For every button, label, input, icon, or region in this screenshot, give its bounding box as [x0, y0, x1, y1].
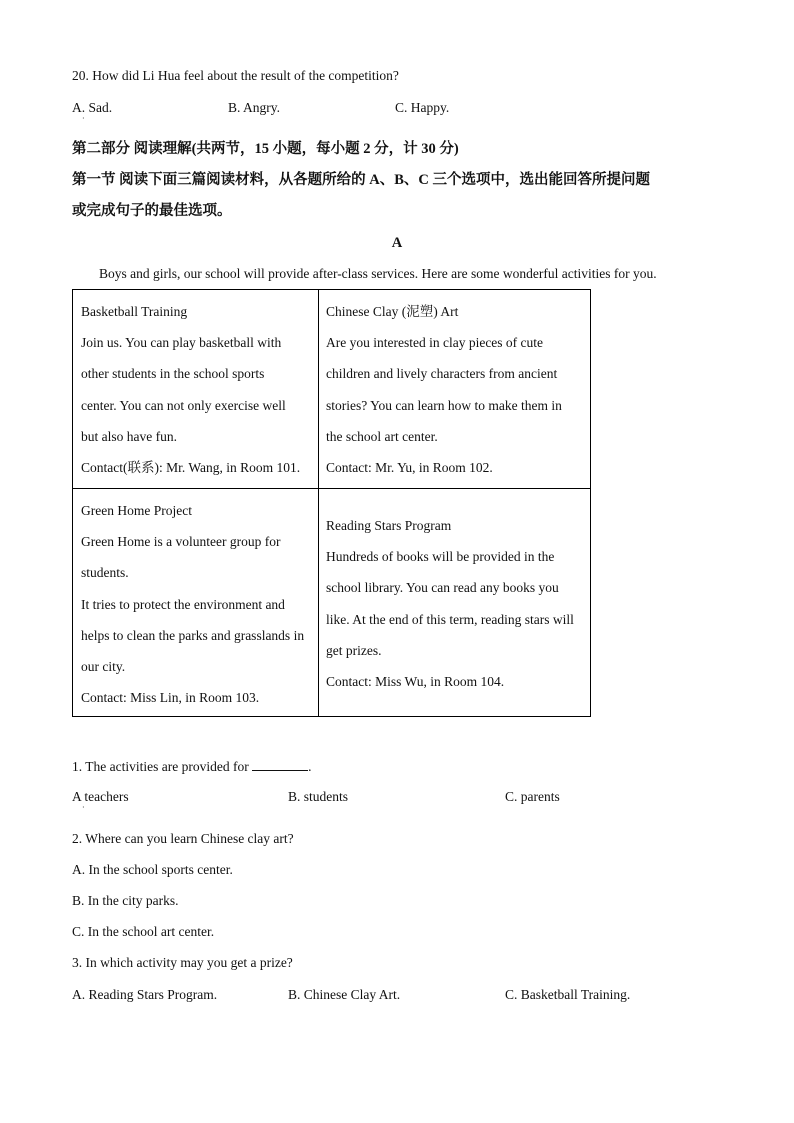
passage-label: A	[391, 235, 403, 251]
option-dot-mark: ·	[82, 803, 85, 812]
q1-option-a: A teachers	[72, 789, 129, 804]
q20-stem: 20. How did Li Hua feel about the result of the competition?	[72, 68, 399, 83]
table-cell-green-home	[81, 495, 311, 713]
cell-contact: Contact: Miss Lin, in Room 103.	[81, 690, 260, 706]
table-cell-basketball	[81, 296, 311, 483]
part-title: 第二部分 阅读理解(共两节，15 小题，每小题 2 分，计 30 分)	[72, 141, 459, 157]
activities-table	[72, 289, 591, 717]
q1-stem-end: .	[308, 759, 312, 774]
q2-option-c: C. In the school art center.	[72, 924, 215, 939]
cell-title: Chinese Clay (泥塑) Art	[326, 304, 459, 319]
q1-stem: 1. The activities are provided for	[72, 759, 249, 774]
cell-line: like. At the end of this term, reading stars will	[326, 611, 574, 627]
cell-line: Hundreds of books will be provided in the	[326, 549, 555, 565]
cell-line: but also have fun.	[81, 428, 177, 444]
cell-line: children and lively characters from ancient	[326, 366, 558, 382]
answer-blank	[252, 758, 308, 771]
q1-option-c: C. parents	[505, 789, 560, 804]
cell-line: It tries to protect the environment and	[81, 596, 285, 612]
q2-option-b: B. In the city parks.	[72, 893, 179, 908]
cell-line: Green Home is a volunteer group for	[81, 534, 281, 550]
q3-stem: 3. In which activity may you get a prize?	[72, 955, 293, 970]
cell-line: center. You can not only exercise well	[81, 397, 286, 413]
cell-line: other students in the school sports	[81, 366, 265, 382]
table-divider-horizontal	[73, 488, 590, 489]
cell-line: students.	[81, 565, 129, 581]
cell-line: stories? You can learn how to make them in	[326, 397, 562, 413]
cell-line: Are you interested in clay pieces of cute	[326, 335, 544, 351]
q1-stem-row	[72, 758, 311, 775]
cell-line: the school art center.	[326, 428, 438, 444]
cell-title: Basketball Training	[81, 304, 188, 319]
q2-option-a: A. In the school sports center.	[72, 862, 233, 877]
cell-contact: Contact(联系): Mr. Wang, in Room 101.	[81, 460, 301, 476]
section-instruction-line2: 或完成句子的最佳选项。	[72, 203, 232, 219]
cell-contact: Contact: Mr. Yu, in Room 102.	[326, 460, 493, 476]
cell-title: Green Home Project	[81, 503, 192, 518]
cell-line: helps to clean the parks and grasslands in	[81, 627, 305, 643]
table-divider-vertical	[318, 290, 319, 716]
cell-contact: Contact: Miss Wu, in Room 104.	[326, 674, 505, 690]
cell-line: our city.	[81, 659, 126, 675]
table-cell-reading-stars	[326, 510, 584, 697]
section-instruction-line1: 第一节 阅读下面三篇阅读材料，从各题所给的 A、B、C 三个选项中，选出能回答所提问题	[72, 172, 650, 188]
q3-option-a: A. Reading Stars Program.	[72, 987, 218, 1002]
q1-option-b: B. students	[288, 789, 349, 804]
option-dot-mark: ·	[82, 114, 85, 123]
q2-stem: 2. Where can you learn Chinese clay art?	[72, 831, 294, 846]
q20-option-b: B. Angry.	[228, 100, 281, 115]
cell-line: school library. You can read any books you	[326, 580, 559, 596]
cell-title: Reading Stars Program	[326, 518, 452, 533]
cell-line: Join us. You can play basketball with	[81, 335, 282, 351]
cell-line: get prizes.	[326, 642, 382, 658]
q20-option-c: C. Happy.	[395, 100, 450, 115]
passage-intro: Boys and girls, our school will provide after-class services. Here are some wonderful activities for you.	[99, 266, 657, 281]
q20-option-a: A. Sad.	[72, 100, 113, 115]
q3-option-b: B. Chinese Clay Art.	[288, 987, 401, 1002]
q3-option-c: C. Basketball Training.	[505, 987, 631, 1002]
table-cell-clay-art	[326, 296, 584, 483]
